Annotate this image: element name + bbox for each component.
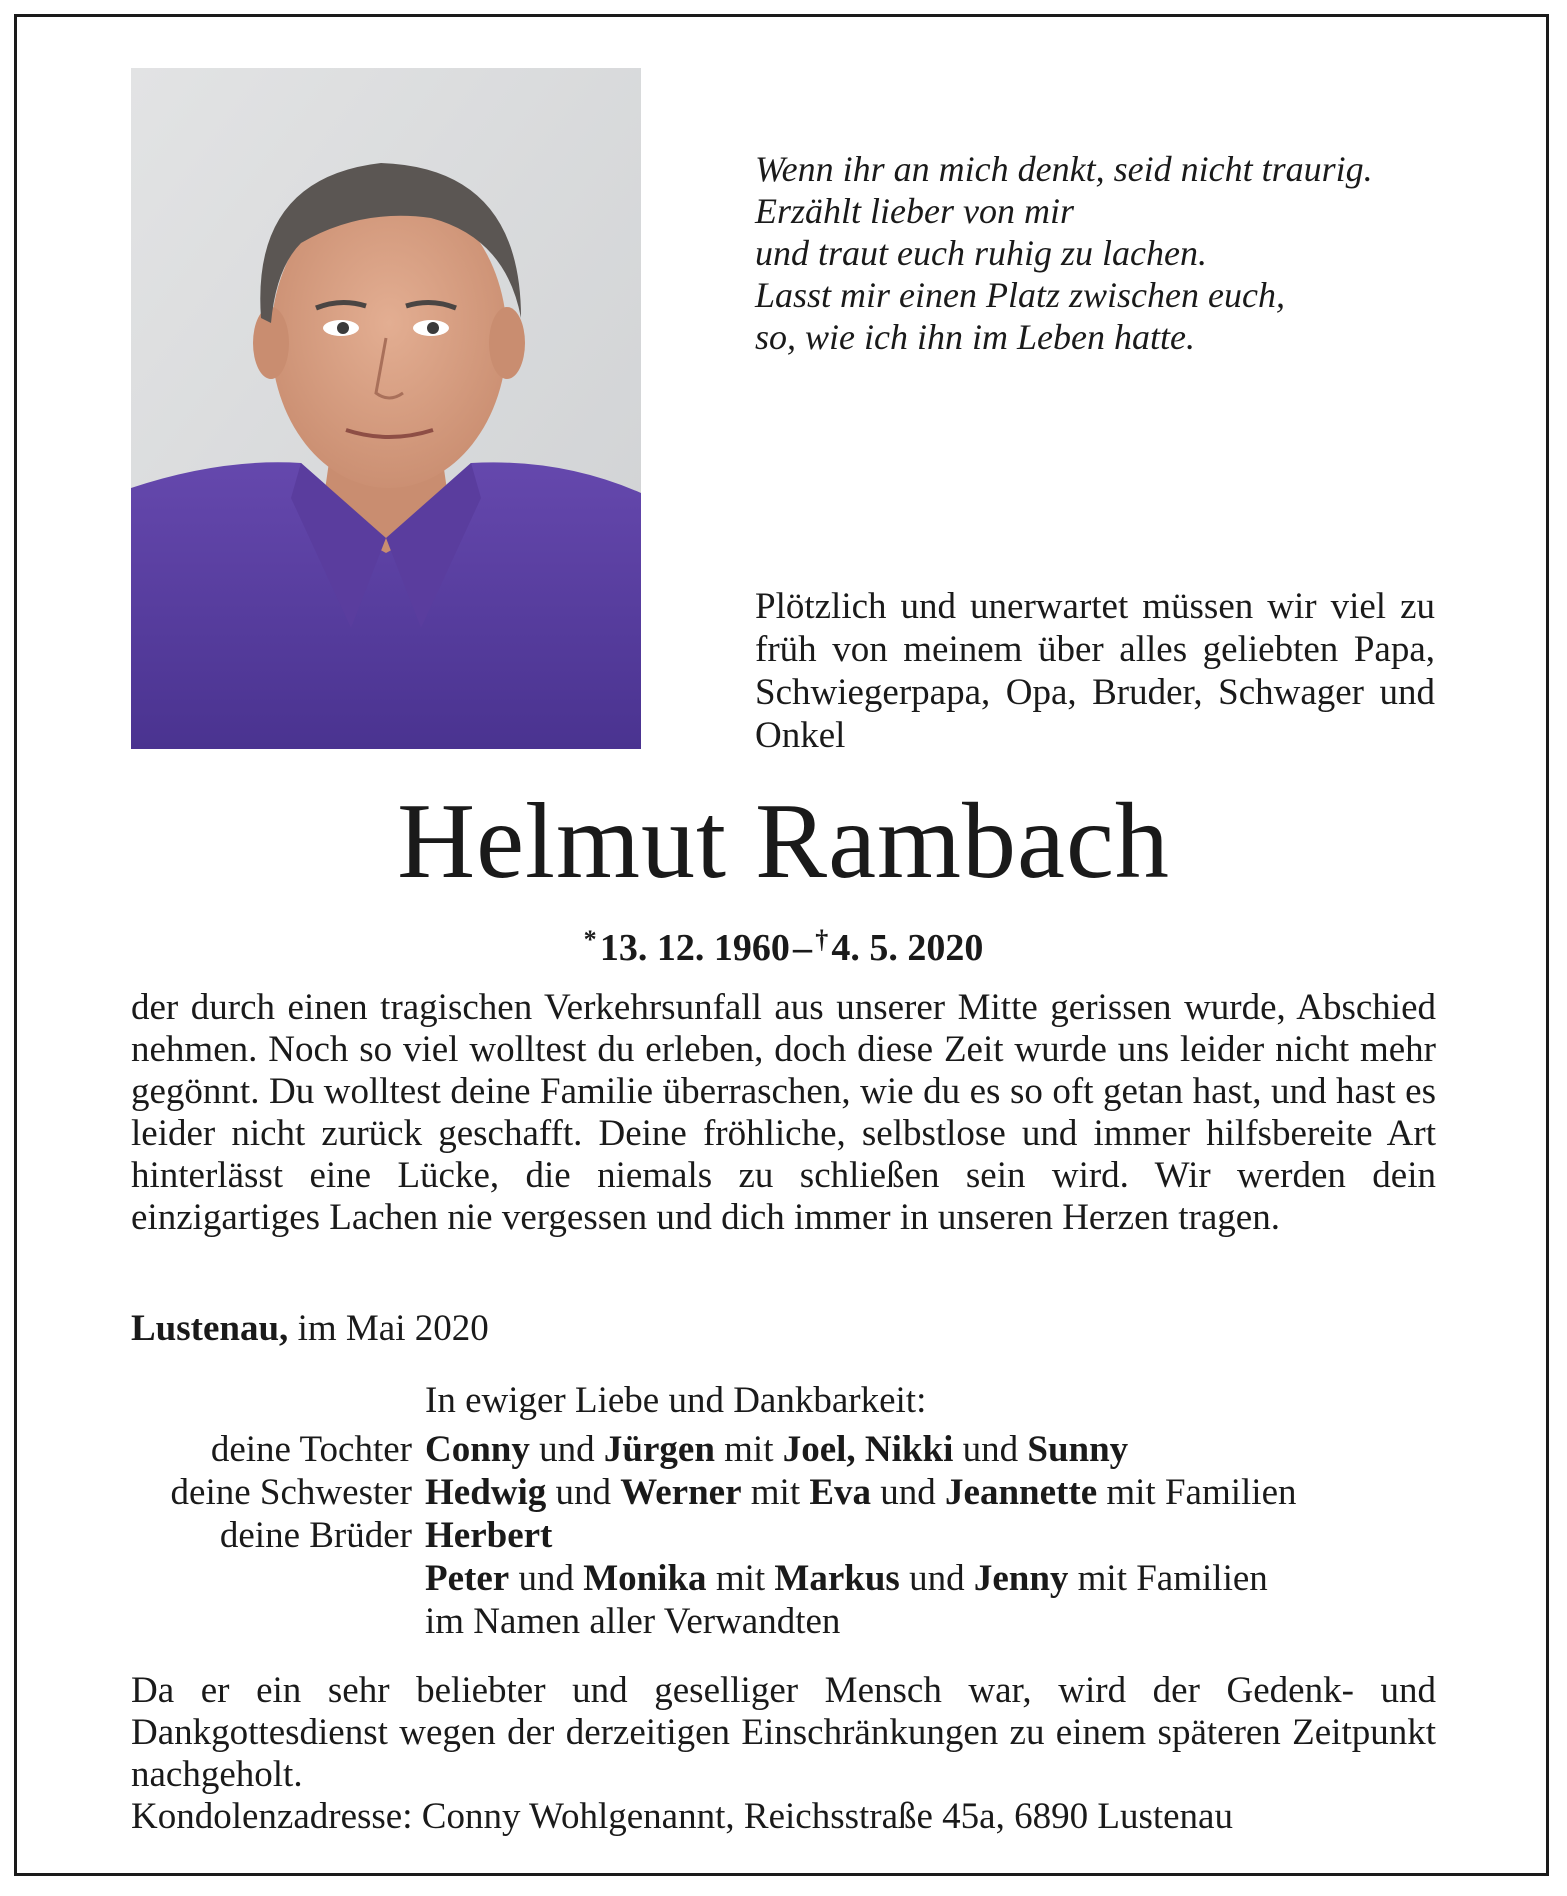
family-connector: und (529, 1429, 604, 1470)
main-paragraph: der durch einen tragischen Verkehrsunfall aus unserer Mitte gerissen wurde, Abschied nehmen. Noch so viel wolltest du erleben, doch diese Zeit wurde uns leider nicht mehr gegönnt. Du wolltest deine Familie überraschen, wie du es so oft getan hast, und hast es leider nicht zurück geschafft. Deine fröhliche, selbstlose und immer hilfsbereite Art hinterlässt eine Lücke, die niemals zu schließen sein wird. Wir werden dein einzigartiges Lachen nie vergessen und dich immer in unseren Herzen tragen. (131, 987, 1436, 1238)
place-town: Lustenau, (131, 1308, 289, 1349)
date-separator: – (793, 927, 812, 969)
family-connector: mit Familien (1068, 1558, 1268, 1599)
family-member-name: Werner (620, 1472, 742, 1513)
family-member-name: Joel, Nikki (782, 1429, 954, 1470)
family-member-name: Conny (425, 1429, 530, 1470)
family-connector: im Namen aller Verwandten (425, 1601, 841, 1642)
family-relation: deine Tochter (210, 1429, 412, 1470)
family-member-name: Jürgen (603, 1429, 715, 1470)
family-row (0, 1557, 1567, 1600)
birth-mark: * (583, 925, 597, 954)
life-dates (0, 918, 1567, 970)
family-member-name: Herbert (425, 1515, 553, 1556)
family-row (0, 1600, 1567, 1643)
family-names (425, 1514, 552, 1557)
family-row (0, 1428, 1567, 1471)
family-member-name: Hedwig (425, 1472, 547, 1513)
family-names (425, 1428, 1128, 1471)
place-month: im Mai 2020 (288, 1308, 489, 1349)
family-row (0, 1471, 1567, 1514)
family-row (0, 1514, 1567, 1557)
portrait-illustration (131, 68, 641, 749)
poem (755, 148, 1455, 358)
poem-line: so, wie ich ihn im Leben hatte. (755, 317, 1195, 357)
family-names (425, 1471, 1297, 1514)
place-date (131, 1308, 931, 1350)
condolence-address: Kondolenzadresse: Conny Wohlgenannt, Reichsstraße 45a, 6890 Lustenau (131, 1796, 1233, 1837)
poem-line: Lasst mir einen Platz zwischen euch, (755, 275, 1285, 315)
family-names (425, 1600, 840, 1643)
family-connector: und (899, 1558, 974, 1599)
family-relation: deine Brüder (219, 1515, 412, 1556)
family-member-name: Jeannette (945, 1472, 1098, 1513)
family-member-name: Peter (425, 1558, 510, 1599)
poem-line: Erzählt lieber von mir (755, 191, 1074, 231)
death-date: 4. 5. 2020 (831, 927, 984, 969)
family-connector: mit (706, 1558, 775, 1599)
family-list (0, 1428, 1567, 1643)
family-connector: mit Familien (1097, 1472, 1297, 1513)
poem-line: und traut euch ruhig zu lachen. (755, 233, 1207, 273)
footer-paragraph: Da er ein sehr beliebter und geselliger Mensch war, wird der Gedenk- und Dankgottesdienst wegen der derzeitigen Einschränkungen zu einem späteren Zeitpunkt nachgeholt. (131, 1670, 1436, 1795)
family-connector: und (871, 1472, 946, 1513)
portrait-photo (131, 68, 641, 749)
birth-date: 13. 12. 1960 (599, 927, 790, 969)
deceased-name: Helmut Rambach (397, 782, 1170, 901)
family-member-name: Jenny (973, 1558, 1069, 1599)
family-connector: und (509, 1558, 584, 1599)
family-relation: deine Schwester (170, 1472, 412, 1513)
family-connector: und (953, 1429, 1028, 1470)
family-connector: und (546, 1472, 621, 1513)
death-mark: † (815, 925, 829, 954)
family-names (425, 1557, 1268, 1600)
family-member-name: Eva (809, 1472, 872, 1513)
poem-line: Wenn ihr an mich denkt, seid nicht traurig. (755, 149, 1373, 189)
family-connector: mit (741, 1472, 810, 1513)
family-member-name: Monika (583, 1558, 707, 1599)
family-member-name: Markus (774, 1558, 900, 1599)
intro-paragraph: Plötzlich und unerwartet müssen wir viel zu früh von meinem über alles geliebten Papa, Schwiegerpapa, Opa, Bruder, Schwager und Onkel (755, 586, 1435, 756)
family-member-name: Sunny (1027, 1429, 1129, 1470)
family-heading: In ewiger Liebe und Dankbarkeit: (425, 1380, 927, 1421)
family-connector: mit (714, 1429, 783, 1470)
